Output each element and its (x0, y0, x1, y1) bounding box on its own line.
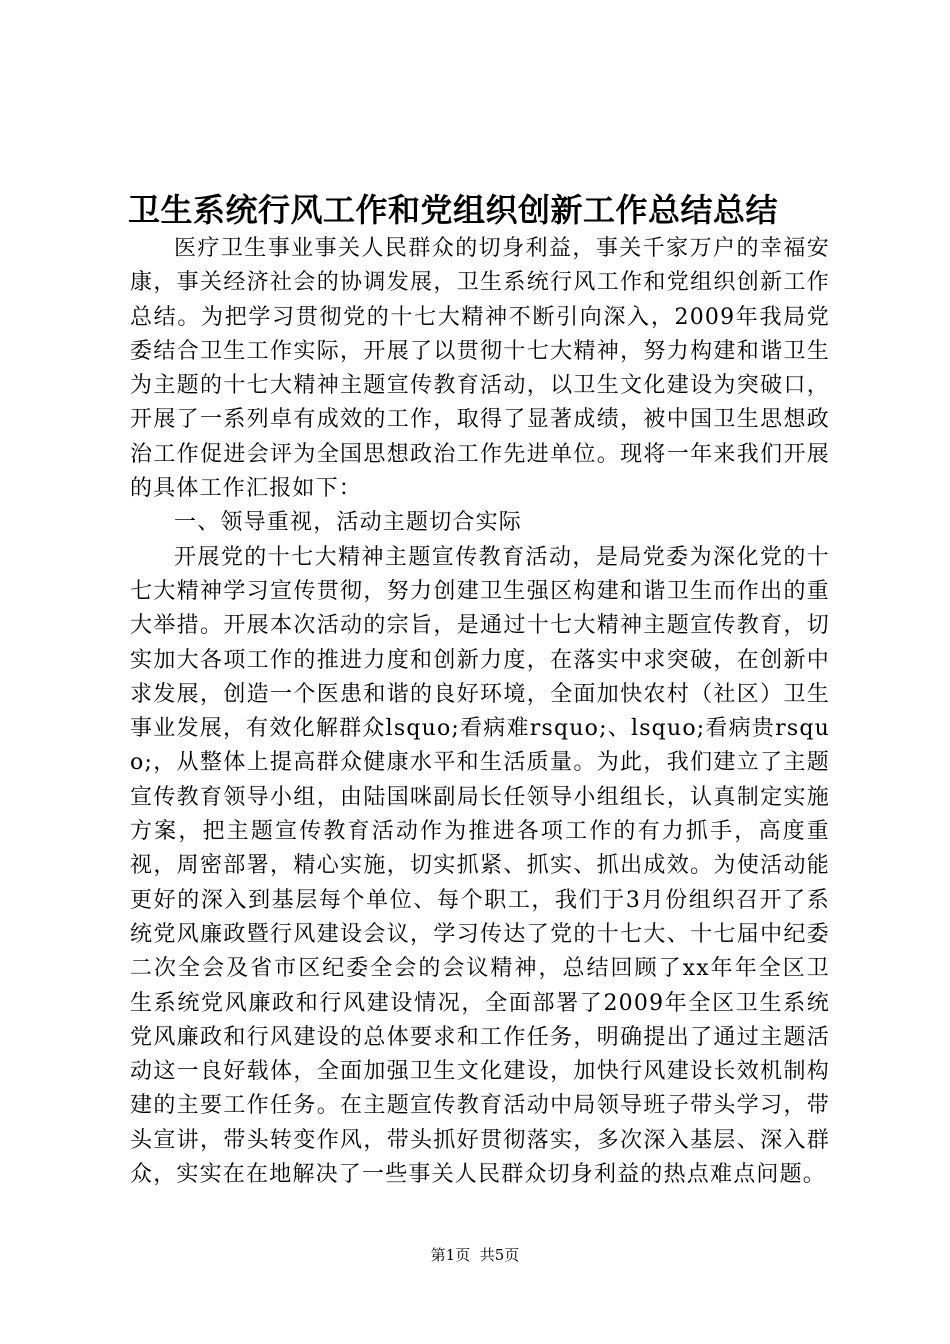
page-footer (0, 1245, 950, 1265)
footer-spacer (470, 1246, 480, 1264)
document-body (130, 232, 830, 1192)
section-heading: 一、领导重视，活动主题切合实际 (174, 510, 523, 536)
page-number: 第1页 (430, 1246, 471, 1264)
page-total: 共5页 (479, 1246, 520, 1264)
document-title: 卫生系统行风工作和党组织创新工作总结总结 (128, 191, 779, 229)
section-paragraph: 开展党的十七大精神主题宣传教育活动，是局党委为深化党的十七大精神学习宣传贯彻，努力创建卫生强区构建和谐卫生而作出的重大举措。开展本次活动的宗旨，是通过十七大精神主题宣传教育，切实加大各项工作的推进力度和创新力度，在落实中求突破，在创新中求发展，创造一个医患和谐的良好环境，全面加快农村（社区）卫生事业发展，有效化解群众lsquo;看病难rsquo;、lsquo;看病贵rsquo;，从整体上提高群众健康水平和生活质量。为此，我们建立了主题宣传教育领导小组，由陆国咪副局长任领导小组组长，认真制定实施方案，把主题宣传教育活动作为推进各项工作的有力抓手，高度重视，周密部署，精心实施，切实抓紧、抓实、抓出成效。为使活动能更好的深入到基层每个单位、每个职工，我们于3月份组织召开了系统党风廉政暨行风建设会议，学习传达了党的十七大、十七届中纪委二次全会及省市区纪委全会的会议精神，总结回顾了xx年年全区卫生系统党风廉政和行风建设情况，全面部署了2009年全区卫生系统党风廉政和行风建设的总体要求和工作任务，明确提出了通过主题活动这一良好载体，全面加强卫生文化建设，加快行风建设长效机制构建的主要工作任务。在主题宣传教育活动中局领导班子带头学习，带头宣讲，带头转变作风，带头抓好贯彻落实，多次深入基层、深入群众，实实在在地解决了一些事关人民群众切身利益的热点难点问题。 (130, 544, 830, 1188)
intro-paragraph: 医疗卫生事业事关人民群众的切身利益，事关千家万户的幸福安康，事关经济社会的协调发展，卫生系统行风工作和党组织创新工作总结。为把学习贯彻党的十七大精神不断引向深入，2009年我局党委结合卫生工作实际，开展了以贯彻十七大精神，努力构建和谐卫生为主题的十七大精神主题宣传教育活动，以卫生文化建设为突破口，开展了一系列卓有成效的工作，取得了显著成绩，被中国卫生思想政治工作促进会评为全国思想政治工作先进单位。现将一年来我们开展的具体工作汇报如下： (130, 236, 830, 502)
